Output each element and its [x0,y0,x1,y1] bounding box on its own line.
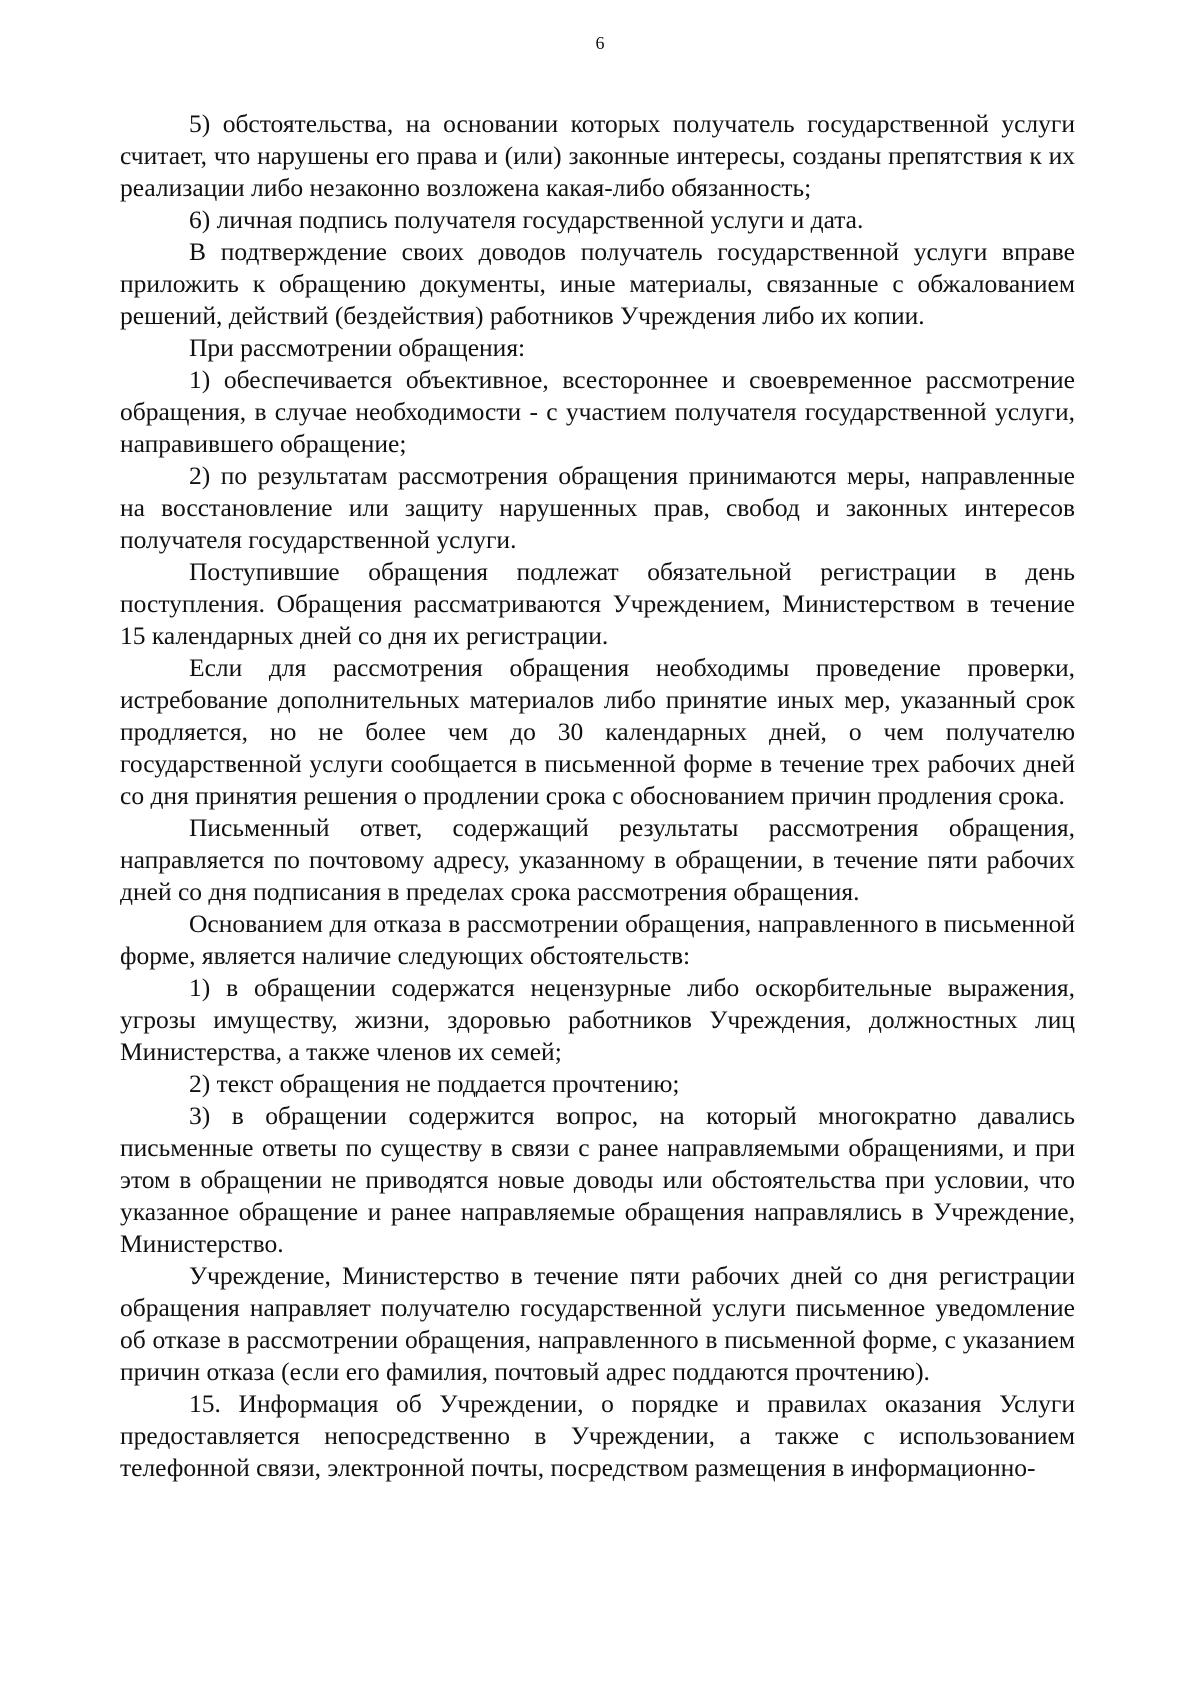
paragraph-written-response: Письменный ответ, содержащий результаты рассмотрения обращения, направляется по почтовому адресу, указанному в обращении, в течение пяти рабочих дней со дня подписания в пределах срока рассмотрения обращения. [120,813,1075,906]
paragraph-refusal-item-3: 3) в обращении содержится вопрос, на который многократно давались письменные ответы по существу в связи с ранее направляемыми обращениями, и при этом в обращении не приводятся новые доводы или обстоятельства при условии, что указанное обращение и ранее направляемые обращения направлялись в Учреждение, Министерство. [120,1101,1075,1258]
page-number: 6 [595,33,605,53]
paragraph-supporting-documents: В подтверждение своих доводов получатель государственной услуги вправе приложить к обращению документы, иные материалы, связанные с обжалованием решений, действий (бездействия) работников Учреждения либо их копии. [120,237,1075,330]
paragraph-registration: Поступившие обращения подлежат обязательной регистрации в день поступления. Обращения рассматриваются Учреждением, Министерством в течение 15 календарных дней со дня их регистрации. [120,557,1075,650]
document-body [120,108,1075,1484]
paragraph-item-5: 5) обстоятельства, на основании которых получатель государственной услуги считает, что нарушены его права и (или) законные интересы, созданы препятствия к их реализации либо незаконно возложена какая-либо обязанность; [120,109,1075,202]
paragraph-review-heading: При рассмотрении обращения: [189,333,526,362]
paragraph-extension: Если для рассмотрения обращения необходимы проведение проверки, истребование дополнительных материалов либо принятие иных мер, указанный срок продляется, но не более чем до 30 календарных дней, о чем получателю государственной услуги сообщается в письменной форме в течение трех рабочих дней со дня принятия решения о продлении срока с обоснованием причин продления срока. [120,653,1075,810]
paragraph-review-item-2: 2) по результатам рассмотрения обращения принимаются меры, направленные на восстановление или защиту нарушенных прав, свобод и законных интересов получателя государственной услуги. [120,461,1075,554]
paragraph-refusal-item-1: 1) в обращении содержатся нецензурные либо оскорбительные выражения, угрозы имуществу, жизни, здоровью работников Учреждения, должностных лиц Министерства, а также членов их семей; [120,973,1075,1066]
paragraph-item-6: 6) личная подпись получателя государственной услуги и дата. [189,205,864,234]
paragraph-refusal-grounds: Основанием для отказа в рассмотрении обращения, направленного в письменной форме, является наличие следующих обстоятельств: [120,909,1075,970]
paragraph-section-15: 15. Информация об Учреждении, о порядке и правилах оказания Услуги предоставляется непосредственно в Учреждении, а также с использованием телефонной связи, электронной почты, посредством размещения в информационно- [120,1389,1075,1482]
paragraph-refusal-notice: Учреждение, Министерство в течение пяти рабочих дней со дня регистрации обращения направляет получателю государственной услуги письменное уведомление об отказе в рассмотрении обращения, направленного в письменной форме, с указанием причин отказа (если его фамилия, почтовый адрес поддаются прочтению). [120,1261,1075,1386]
paragraph-refusal-item-2: 2) текст обращения не поддается прочтению; [189,1069,680,1098]
paragraph-review-item-1: 1) обеспечивается объективное, всестороннее и своевременное рассмотрение обращения, в случае необходимости - с участием получателя государственной услуги, направившего обращение; [120,365,1075,458]
